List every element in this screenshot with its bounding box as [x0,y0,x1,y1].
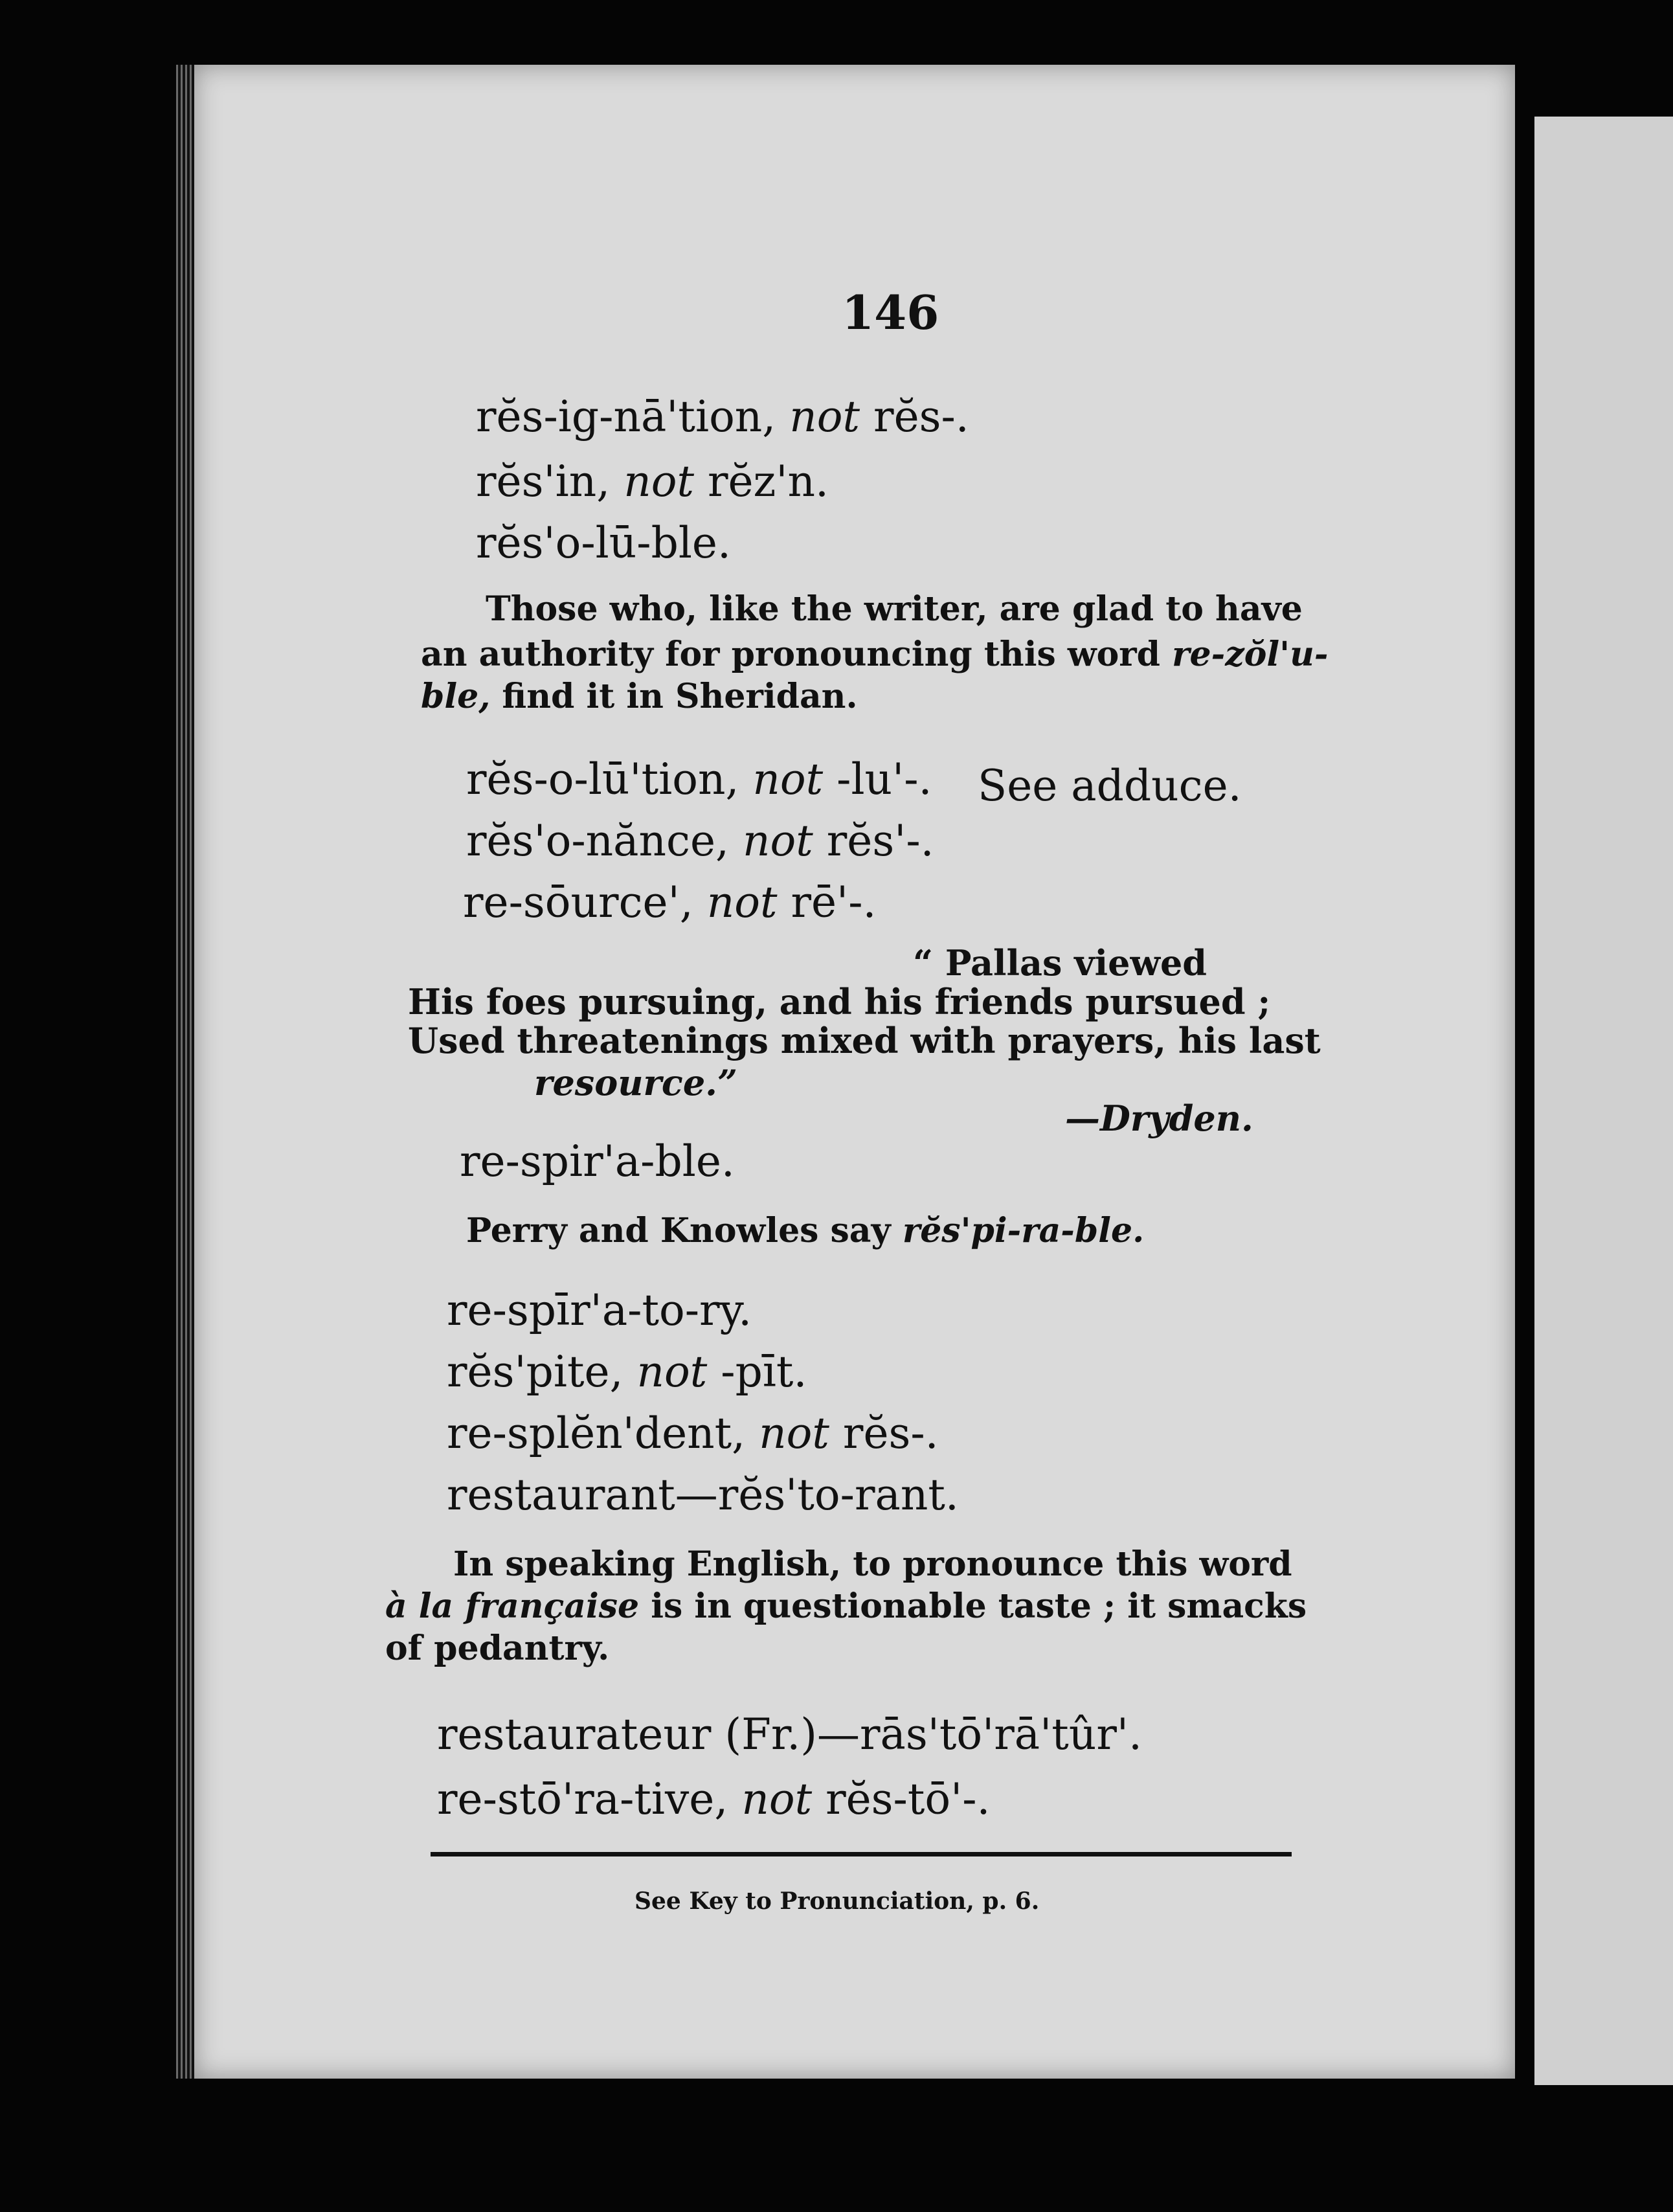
entry-not: not [741,1774,813,1824]
adjacent-page [1534,117,1673,2085]
page-number: 146 [842,285,939,340]
entry-restaurateur: restaurateur (Fr.)—rās'tō'rā'tûr'. [437,1710,1142,1759]
entry-resplendent [447,1408,939,1458]
footer-rule [431,1852,1292,1857]
entry-alt: -pīt. [707,1347,807,1397]
note-line: of pedantry. [385,1629,610,1668]
entry-alt: rĕs-tō'-. [812,1774,991,1824]
entry-alt: rĕz'n. [693,457,829,506]
note-text: find it in Sheridan. [490,677,858,716]
quote-attribution: —Dryden. [1065,1098,1253,1139]
entry-alt: rē'-. [777,877,877,927]
entry-not: not [743,816,813,866]
entry-alt: rĕs-. [829,1408,939,1458]
cross-reference: See adduce. [978,761,1242,811]
entry-main: rĕs'o-nănce, [466,816,743,866]
entry-main: rĕs'in, [476,457,624,506]
page-edge-lines [176,65,194,2079]
note-line: Those who, like the writer, are glad to have [486,589,1303,629]
entry-resource [463,877,876,927]
entry-not: not [759,1408,829,1458]
entry-resonance [466,816,934,866]
entry-main: re-splĕn'dent, [447,1408,759,1458]
quote-line: Used threatenings mixed with prayers, his last [408,1020,1321,1061]
quote-line: His foes pursuing, and his friends pursued ; [408,981,1271,1022]
entry-resin [476,457,829,506]
note-italic: rĕs'pi-ra-ble. [902,1211,1145,1250]
note-line [421,677,858,716]
entry-not: not [706,877,778,927]
quote-line: resource.” [534,1062,738,1103]
note-line [385,1586,1307,1626]
entry-main: rĕs-ig-nā'tion, [476,392,790,442]
note-text: an authority for pronouncing this word [421,635,1173,674]
note-text: is in questionable taste ; it smacks [639,1586,1307,1626]
entry-not: not [752,754,824,804]
note-line [421,635,1329,674]
entry-respirable: re-spir'a-ble. [460,1136,735,1186]
entry-alt: -lu'-. [823,754,932,804]
entry-resoluble [476,518,731,568]
entry-main: rĕs-o-lū'tion, [466,754,753,804]
note-perry-knowles [466,1211,1144,1250]
entry-main: re-stō'ra-tive, [437,1774,742,1824]
entry-not: not [623,457,694,506]
entry-main: re-sōurce', [463,877,707,927]
note-line: In speaking English, to pronounce this word [453,1544,1292,1584]
entry-not: not [636,1347,708,1397]
note-italic: re-zŏl'u- [1172,635,1329,674]
entry-respite [447,1347,807,1397]
note-text: Perry and Knowles say [466,1211,903,1250]
entry-resolution [466,754,932,804]
entry-resignation [476,392,969,442]
footer-note: See Key to Pronunciation, p. 6. [634,1888,1040,1915]
quote-line: “ Pallas viewed [913,942,1207,984]
entry-restaurant: restaurant—rĕs'to-rant. [447,1470,959,1520]
entry-alt: rĕs-. [860,392,969,442]
entry-alt: rĕs'-. [813,816,934,866]
note-italic: ble, [421,677,491,716]
entry-restorative [437,1774,991,1824]
entry-not: not [789,392,860,442]
note-italic: à la française [385,1586,640,1626]
entry-main: rĕs'pite, [447,1347,637,1397]
entry-respiratory: re-spīr'a-to-ry. [447,1285,752,1335]
entry-main: rĕs'o-lū-ble. [476,518,731,568]
